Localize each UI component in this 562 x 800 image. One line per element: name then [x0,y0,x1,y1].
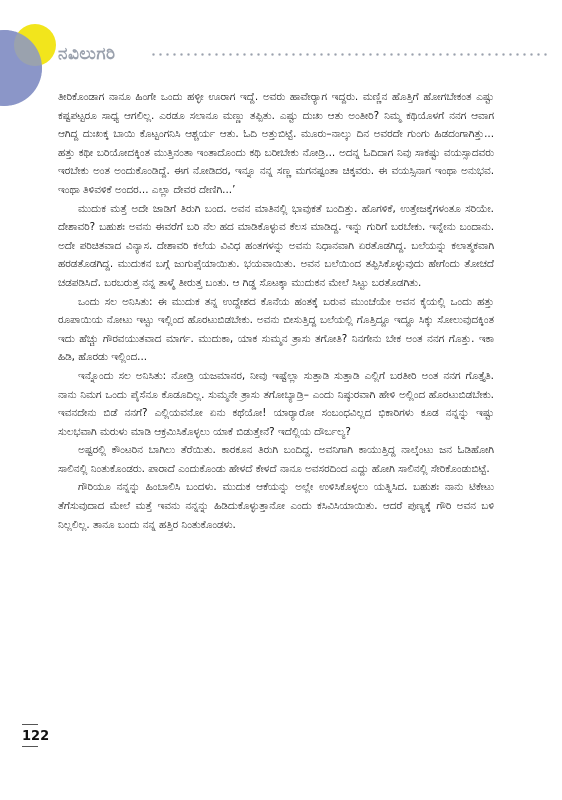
paragraph: ಒಂದು ಸಲ ಅನಿಸಿತು: ಈ ಮುದುಕ ತನ್ನ ಉದ್ದೇಶದ ಕೊನೆಯ ಹಂತಕ್ಕೆ ಬರುವ ಮುಂಚೆಯೇ ಅವನ ಕೈಯಲ್ಲಿ ಒಂದು ಹತ್ತು ರೂಪಾಯಿಯ ನೋಟು ಇಟ್ಟು ಇಲ್ಲಿಂದ ಹೊರಟುಬಿಡಬೇಕು. ಅವನು ಬೀಸುತ್ತಿದ್ದ ಬಲೆಯಲ್ಲಿ ಗೊತ್ತಿದ್ದೂ ಇದ್ದೂ ಸಿಕ್ಕು ಸೋಲುವುದಕ್ಕಿಂತ ಇದು ಹೆಚ್ಚು ಗೌರವಯುತವಾದ ಮಾರ್ಗ. ಮುದುಕಾ, ಯಾಕ ಸುಮ್ಮನ ತ್ರಾಸು ತಗೋತಿ? ನಿನಗೇನು ಬೇಕ ಅಂತ ನನಗ ಗೊತ್ತು. ಇಕಾ ಹಿಡಿ, ಹೊರಡು ಇಲ್ಲಿಂದ... [58,295,494,364]
paragraph: ಇನ್ನೊಂದು ಸಲ ಅನಿಸಿತು: ನೋಡ್ರಿ ಯಜಮಾನರ, ನೀವು ಇಷ್ಟೆಲ್ಲಾ ಸುತ್ತಾಡಿ ಸುತ್ತಾಡಿ ಎಲ್ಲಿಗೆ ಬರತೀರಿ ಅಂತ ನನಗ ಗೊತ್ತೈತಿ. ನಾನು ನಿಮಗ ಒಂದು ಪೈಸೆನೂ ಕೊಡೂದಿಲ್ಲ. ಸುಮ್ಮನೇ ತ್ರಾಸು ತಗೋಬ್ಯಾಡ್ರಿ– ಎಂದು ನಿಷ್ಠುರವಾಗಿ ಹೇಳಿ ಅಲ್ಲಿಂದ ಹೊರಟುಬಿಡಬೇಕು. ಇವನದೇನು ಬಿಡೆ ನನಗೆ? ಎಲ್ಲಿಯವನೋ ಏನು ಕಥೆಯೋ! ಯಾರ‍್ಯಾರೋ ಸಂಬಂಧವಿಲ್ಲದ ಭಿಕಾರಿಗಳು ಕೂಡ ನನ್ನನ್ನು ಇಷ್ಟು ಸುಲಭವಾಗಿ ಮರುಳು ಮಾಡಿ ಆಕ್ರಮಿಸಿಕೊಳ್ಳಲು ಯಾಕೆ ಬಿಡುತ್ತೇನೆ? ಇದೆಲ್ಲಿಯ ದೌರ್ಬಲ್ಯ? [58,369,494,438]
paragraph: ಗೌರಿಯೂ ನನ್ನನ್ನು ಹಿಂಬಾಲಿಸಿ ಬಂದಳು. ಮುದುಕ ಆಕೆಯನ್ನು ಅಲ್ಲೇ ಉಳಿಸಿಕೊಳ್ಳಲು ಯತ್ನಿಸಿದ. ಬಹುಶಃ ನಾನು ಟಿಕೇಟು ತೆಗೆಸುವುದಾದ ಮೇಲೆ ಮತ್ತೆ ಇವನು ನನ್ನನ್ನು ಹಿಡಿದುಕೊಳ್ಳುತ್ತಾನೋ ಎಂದು ಕಸಿವಿಸಿಯಾಯಿತು. ಆದರೆ ಪುಣ್ಯಕ್ಕೆ ಗೌರಿ ಅವನ ಬಳಿ ನಿಲ್ಲಲಿಲ್ಲ. ತಾನೂ ಬಂದು ನನ್ನ ಹತ್ತಿರ ನಿಂತುಕೊಂಡಳು. [58,481,494,531]
paragraph: ತೀರಿಕೊಂಡಾಗ ನಾನೂ ಹಿಂಗೇ ಒಂದು ಹಳ್ಳೀ ಊರಾಗ ಇದ್ದೆ. ಅವರು ಹಾವೇರ‍್ಯಾಗ ಇದ್ದರು. ಮಣ್ಣಿನ ಹೊತ್ತಿಗೆ ಹೋಗಬೇಕಂತ ಎಷ್ಟು ಕಷ್ಟಪಟ್ಟರೂ ಸಾಧ್ಯ ಆಗಲಿಲ್ಲ. ಎರಡೂ ಸಲಾನೂ ಮಣ್ಣು ತಪ್ಪಿತು. ಎಷ್ಟು ದುಃಖ ಆತು ಅಂತೀರಿ? ನಿಮ್ಮ ಕಥಿಯೊಳಗೆ ನನಗ ಆವಾಗ ಆಗಿದ್ದ ದುಃಖಕ್ಕ ಬಾಯಿ ಕೊಟ್ಟಂಗನಿಸಿ ಆಶ್ಚರ್ಯ ಆತು. ಓದಿ ಅತ್ತುಬಿಟ್ಟೆ. ಮೂರು–ನಾಲ್ಕು ದಿನ ಅವರದೇ ಗುಂಗು ಹಿಡದಂಗಾಗಿತ್ತು... ಹತ್ತು ಕಥೀ ಬರಿಯೋದಕ್ಕಿಂತ ಮುತ್ತಿನಂತಾ ಇಂತಾದೊಂದು ಕಥಿ ಬರೀಬೇಕು ನೋಡ್ರಿ... ಅದನ್ನ ಓದಿದಾಗ ನಿವು ಸಾಕಷ್ಟು ವಯಸ್ಸಾದವರು ಇರಬೇಕು ಅಂತ ಅಂದುಕೊಂಡಿದ್ದೆ. ಈಗ ನೋಡಿದರ, ಇನ್ನೂ ನನ್ನ ಸಣ್ಣ ಮಗನಷ್ಟಂತಾ ಚಿಕ್ಕವರು. ಈ ವಯಸ್ಸಿನಾಗ ಇಂಥಾ ಅನುಭವ. ಇಂಥಾ ತಿಳಿವಳಿಕೆ ಅಂದರ... ಎಲ್ಲಾ ದೇವರ ದೇಣಿಗಿ...’ [58,91,494,196]
body-text [58,88,494,534]
page-number: 122 [22,729,50,744]
running-header-title: ನವಿಲುಗರಿ [58,44,116,64]
paragraph: ಅಷ್ಟರಲ್ಲಿ ಕೌಂಟರಿನ ಬಾಗಿಲು ತೆರೆಯಿತು. ಕಾರಕೂನ ತಿರುಗಿ ಬಂದಿದ್ದ. ಅವನಿಗಾಗಿ ಕಾಯುತ್ತಿದ್ದ ನಾಲ್ಕೆಂಟು ಜನ ಓಡಿಹೋಗಿ ಸಾಲಿನಲ್ಲಿ ನಿಂತುಕೊಂಡರು. ಪಾರಾದೆ ಎಂದುಕೊಂಡು ಹೇಳದೆ ಕೇಳದೆ ನಾನೂ ಅವಸರದಿಂದ ಎದ್ದು ಹೋಗಿ ಸಾಲಿನಲ್ಲಿ ಸೇರಿಕೊಂಡುಬಿಟ್ಟೆ. [58,444,494,475]
page-number-rule-top [22,724,38,725]
header-dotted-rule [150,53,550,56]
page-number-rule-bottom [22,746,38,747]
paragraph: ಮುದುಕ ಮತ್ತೆ ಅದೇ ಜಾಡಿಗೆ ತಿರುಗಿ ಬಂದ. ಅವನ ಮಾತಿನಲ್ಲಿ ಭಾವುಕತೆ ಬಂದಿತ್ತು. ಹೊಗಳಿಕೆ, ಉತ್ತೇಜಕ್ಕೆಗಳಂತೂ ಸರಿಯೇ. ದೇಶಾವರಿ? ಬಹುಶಃ ಅವನು ಈವರೆಗೆ ಬರಿ ನೆಲ ಹದ ಮಾಡಿಕೊಳ್ಳುವ ಕೆಲಸ ಮಾಡಿದ್ದ. ಇನ್ನು ಗುರಿಗೆ ಬರಬೇಕು. ಇನ್ನೇನು ಬಂದಾನು. ಅದೇ ಪರಿಚಿತವಾದ ವಿನ್ಯಾಸ. ದೇಶಾವರಿ ಕಲೆಯ ವಿವಿಧ ಹಂತಗಳನ್ನು ಅವನು ನಿಧಾನವಾಗಿ ಏರತೊಡಗಿದ್ದ. ಬಲೆಯನ್ನು ಕಲಾತ್ಮಕವಾಗಿ ಹರಡತೊಡಗಿದ್ದ. ಮುದುಕನ ಬಗ್ಗೆ ಜುಗುಪ್ಸೆಯಾಯಿತು. ಭಯವಾಯಿತು. ಅವನ ಬಲೆಯಿಂದ ತಪ್ಪಿಸಿಕೊಳ್ಳುವುದು ಹೇಗೆಂದು ತೋಚದೆ ಚಡಪಡಿಸಿದೆ. ಬರಬರುತ್ತ ನನ್ನ ತಾಳ್ಮೆ ತೀರುತ್ತ ಬಂತು. ಆ ಗಿಡ್ಡ ಸೊಟಕ್ಕಾ ಮುದುಕನ ಮೇಲೆ ಸಿಟ್ಟು ಬರತೊಡಗಿತು. [58,202,494,289]
